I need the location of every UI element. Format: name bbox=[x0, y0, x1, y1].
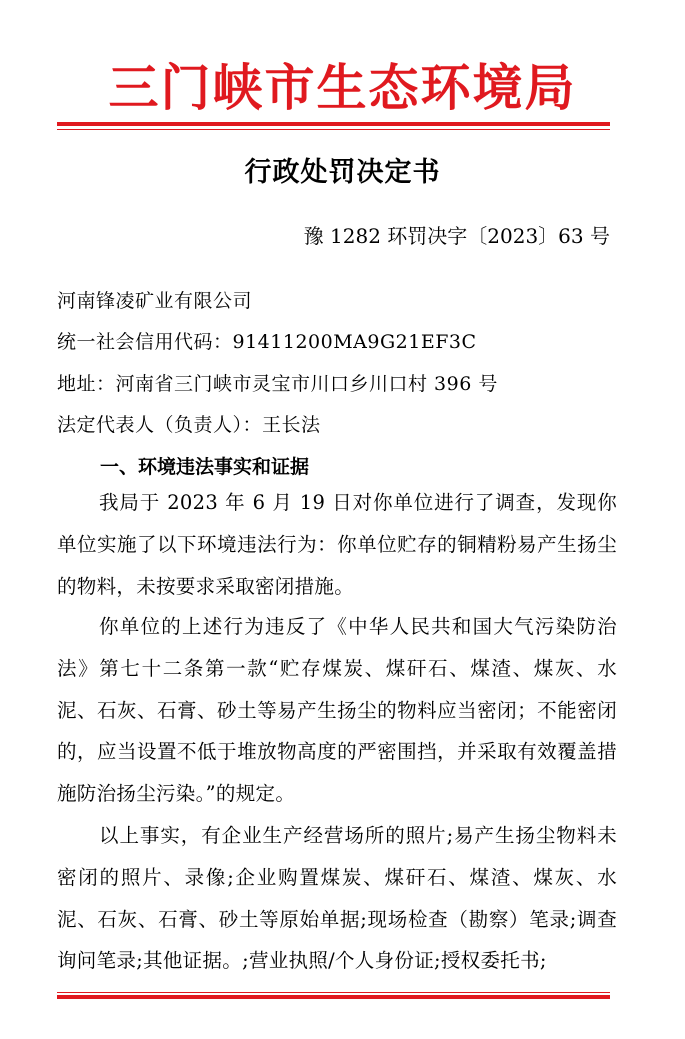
paragraph-investigation: 我局于 2023 年 6 月 19 日对你单位进行了调查，发现你单位实施了以下环境违法行为：你单位贮存的铜精粉易产生扬尘的物料，未按要求采取密闭措施。 bbox=[57, 491, 617, 598]
agency-letterhead: 三门峡市生态环境局 bbox=[108, 58, 577, 117]
party-address: 地址：河南省三门峡市灵宝市川口乡川口村 396 号 bbox=[57, 373, 498, 395]
footer-red-rule-thin bbox=[57, 992, 610, 993]
paragraph-evidence: 以上事实，有企业生产经营场所的照片;易产生扬尘物料未密闭的照片、录像;企业购置煤炭、煤矸石、煤渣、煤灰、水泥、石灰、石膏、砂土等原始单据;现场检查（勘察）笔录;调查询问笔录;其他证据。;营业执照/个人身份证;授权委托书; bbox=[57, 824, 617, 973]
document-title: 行政处罚决定书 bbox=[244, 157, 441, 188]
party-credit-code: 统一社会信用代码：91411200MA9G21EF3C bbox=[57, 331, 477, 353]
letterhead-red-rule-thin bbox=[57, 129, 610, 130]
footer-red-rule-thick bbox=[57, 995, 610, 999]
party-name: 河南锋凌矿业有限公司 bbox=[57, 290, 253, 312]
section-heading-facts: 一、环境违法事实和证据 bbox=[100, 456, 310, 478]
paragraph-violation: 你单位的上述行为违反了《中华人民共和国大气污染防治法》第七十二条第一款“贮存煤炭、煤矸石、煤渣、煤灰、水泥、石灰、石膏、砂土等易产生扬尘的物料应当密闭；不能密闭的，应当设置不低于堆放物高度的严密围挡，并采取有效覆盖措施防治扬尘污染。”的规定。 bbox=[57, 615, 617, 806]
letterhead-red-rule-thick bbox=[57, 122, 610, 126]
party-legal-representative: 法定代表人（负责人）：王长法 bbox=[57, 414, 321, 436]
document-number: 豫 1282 环罚决字〔2023〕63 号 bbox=[303, 224, 610, 248]
